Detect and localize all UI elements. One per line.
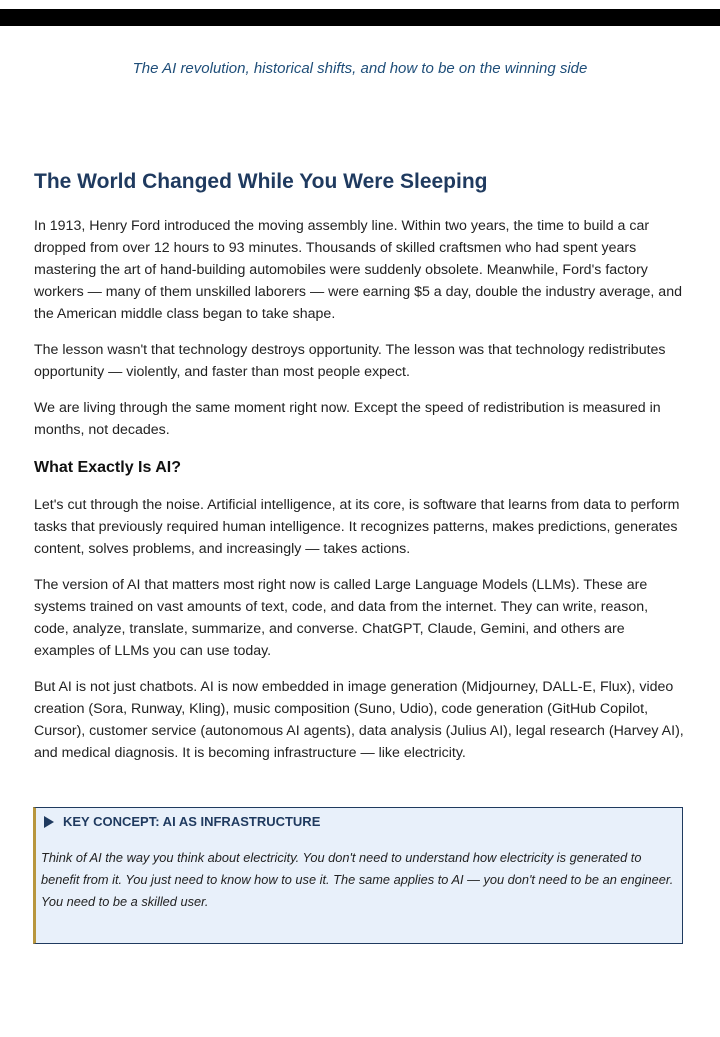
section-heading: What Exactly Is AI? [34,459,181,476]
callout-body: Think of AI the way you think about electricity. You don't need to understand how electricity is generated to benefit from it. You just need to know how to use it. The same applies to AI — you don't need to be an engineer. You need to be a skilled user. [41,850,674,909]
chapter-title: The World Changed While You Were Sleeping [34,170,488,193]
play-triangle-icon [44,816,54,828]
paragraph: Let's cut through the noise. Artificial intelligence, at its core, is software that learns from data to perform tasks that previously required human intelligence. It recognizes patterns, makes predictions, generates content, solves problems, and increasingly — takes actions. [34,497,680,557]
key-concept-callout [33,807,683,944]
top-bar [0,9,720,26]
main-content [34,168,686,778]
paragraph: The lesson wasn't that technology destroys opportunity. The lesson was that technology redistributes opportunity — violently, and faster than most people expect. [34,342,666,380]
callout-heading-row [44,814,320,829]
paragraph: We are living through the same moment right now. Except the speed of redistribution is measured in months, not decades. [34,400,661,438]
paragraph: But AI is not just chatbots. AI is now embedded in image generation (Midjourney, DALL-E, Flux), video creation (Sora, Runway, Kling), music composition (Suno, Udio), code generation (GitHub Copilot, Cursor), customer service (autonomous AI agents), data analysis (Julius AI), legal research (Harvey AI), and medical diagnosis. It is becoming infrastructure — like electricity. [34,679,684,761]
page-subtitle: The AI revolution, historical shifts, and how to be on the winning side [132,60,588,77]
paragraph: The version of AI that matters most right now is called Large Language Models (LLMs). These are systems trained on vast amounts of text, code, and data from the internet. They can write, reason, code, analyze, translate, summarize, and converse. ChatGPT, Claude, Gemini, and others are examples of LLMs you can use today. [34,577,649,659]
callout-heading: KEY CONCEPT: AI AS INFRASTRUCTURE [63,814,321,829]
paragraph: In 1913, Henry Ford introduced the moving assembly line. Within two years, the time to build a car dropped from over 12 hours to 93 minutes. Thousands of skilled craftsmen who had spent years mastering the art of hand-building automobiles were suddenly obsolete. Meanwhile, Ford's factory workers — many of them unskilled laborers — were earning $5 a day, double the industry average, and the American middle class began to take shape. [34,218,682,322]
